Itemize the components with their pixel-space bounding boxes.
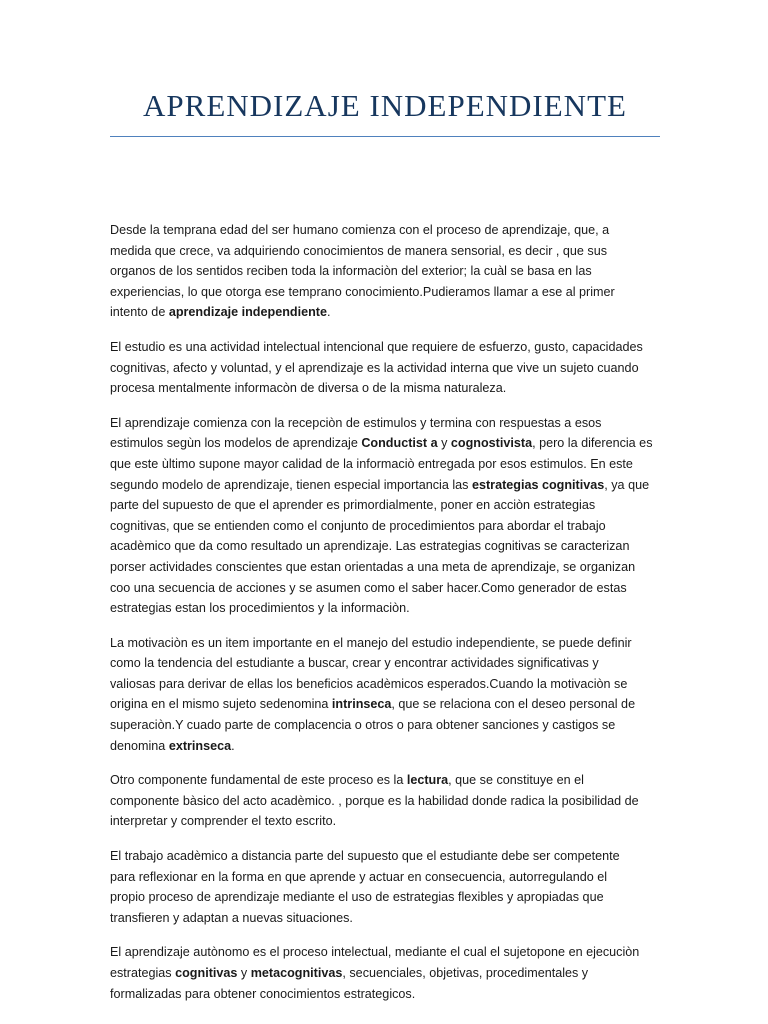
text-run: parte del supuesto de que el aprender es primordialmente, poner en acciòn estrategias: [110, 498, 596, 513]
text-line: [110, 770, 662, 791]
text-run: propio proceso de aprendizaje mediante el uso de estrategias flexibles y apropiadas que: [110, 890, 604, 905]
text-run: , ya que: [604, 477, 650, 492]
text-run: experiencias, lo que otorga ese temprano conocimiento.Pudieramos llamar a ese al primer: [110, 284, 615, 299]
text-run: y: [237, 966, 251, 980]
text-line: [110, 942, 662, 963]
text-run: estrategias estan los procedimientos y la informaciòn.: [110, 601, 410, 616]
text-line: [110, 633, 662, 654]
text-line: [110, 358, 662, 379]
text-line: [110, 846, 662, 867]
bold-text-run: lectura: [406, 773, 449, 788]
text-line: [110, 715, 662, 736]
text-line: [110, 908, 662, 929]
paragraph: [110, 337, 662, 399]
text-line: [110, 261, 662, 282]
text-line: [110, 674, 662, 695]
text-line: [110, 963, 662, 984]
text-run: superaciòn.Y cuado parte de complacencia o otros o para obtener sanciones y castigos se: [110, 718, 616, 733]
text-run: estimulos segùn los modelos de aprendizaje: [110, 436, 362, 451]
text-run: La motivaciòn es un item importante en el manejo del estudio independiente, se puede definir: [110, 635, 632, 650]
text-run: , secuenciales, objetivas, procedimentales y: [342, 966, 589, 980]
text-run: formalizadas para obtener conocimientos estrategicos.: [110, 986, 416, 1001]
text-line: [110, 984, 662, 1005]
text-run: .: [231, 738, 235, 753]
text-run: interpretar y comprender el texto escrito.: [110, 814, 337, 829]
text-run: , que se relaciona con el deseo personal de: [391, 697, 636, 712]
text-run: y: [437, 436, 451, 451]
document-body: [110, 220, 662, 1018]
text-line: [110, 516, 662, 537]
text-run: coo una secuencia de acciones y se asumen como el saber hacer.Como generador de estas: [110, 580, 627, 595]
text-line: [110, 220, 662, 241]
title-underline: [110, 136, 660, 137]
text-run: .: [326, 305, 331, 320]
text-line: [110, 495, 662, 516]
text-run: medida que crece, va adquiriendo conocimientos de manera sensorial, es decir , que sus: [110, 243, 608, 258]
text-run: , pero la diferencia es: [532, 436, 653, 451]
text-run: que este ùltimo supone mayor calidad de la informaciò entregada por esos estimulos. En este: [110, 456, 633, 471]
text-run: componente bàsico del acto acadèmico. , porque es la habilidad donde radica la posibilidad de: [110, 793, 639, 808]
text-run: valiosas para derivar de ellas los beneficios acadèmicos esperados.Cuando la motivaciòn se: [110, 676, 628, 691]
paragraph: [110, 633, 662, 757]
text-line: [110, 578, 662, 599]
text-line: [110, 282, 662, 303]
bold-text-run: cognostivista: [450, 436, 533, 451]
text-run: El aprendizaje comienza con la recepciòn de estimulos y termina con respuestas a esos: [110, 415, 602, 430]
text-run: El aprendizaje autònomo es el proceso intelectual, mediante el cual el sujetopone en ejecuciòn: [110, 945, 640, 960]
text-line: [110, 475, 662, 496]
text-line: [110, 736, 662, 757]
text-run: origina en el mismo sujeto sedenomina: [110, 697, 332, 712]
text-line: [110, 867, 662, 888]
paragraph: [110, 220, 662, 323]
text-line: [110, 887, 662, 908]
bold-text-run: metacognitivas: [250, 966, 343, 980]
text-line: [110, 241, 662, 262]
bold-text-run: cognitivas: [175, 966, 238, 980]
bold-text-run: aprendizaje independiente: [168, 305, 327, 320]
text-line: [110, 302, 662, 323]
text-run: segundo modelo de aprendizaje, tienen especial importancia las: [110, 477, 472, 492]
text-line: [110, 413, 662, 434]
bold-text-run: extrinseca: [168, 738, 232, 753]
text-line: [110, 378, 662, 399]
text-run: como la tendencia del estudiante a buscar, crear y encontrar actividades significativas y: [110, 656, 599, 671]
text-line: [110, 337, 662, 358]
bold-text-run: intrinseca: [331, 697, 392, 712]
text-line: [110, 811, 662, 832]
text-run: cognitivas, afecto y voluntad, y el aprendizaje es la actividad interna que vive un sujeto cuando: [110, 360, 639, 375]
text-run: Desde la temprana edad del ser humano comienza con el proceso de aprendizaje, que, a: [110, 223, 610, 237]
text-line: [110, 536, 662, 557]
paragraph: [110, 770, 662, 832]
text-run: , que se constituye en el: [448, 773, 584, 788]
document-title: APRENDIZAJE INDEPENDIENTE: [143, 88, 627, 123]
text-run: organos de los sentidos reciben toda la informaciòn del exterior; la cuàl se basa en las: [110, 264, 592, 279]
text-line: [110, 454, 662, 475]
bold-text-run: estrategias cognitivas: [471, 477, 605, 492]
text-run: estrategias: [110, 966, 176, 980]
text-line: [110, 791, 662, 812]
text-run: Otro componente fundamental de este proceso es la: [110, 773, 407, 788]
text-run: transfieren y adaptan a nuevas situaciones.: [110, 910, 353, 925]
text-line: [110, 653, 662, 674]
text-run: porser actividades conscientes que estan orientadas a una meta de aprendizaje, se organizan: [110, 559, 636, 574]
text-line: [110, 557, 662, 578]
paragraph: [110, 846, 662, 928]
text-line: [110, 694, 662, 715]
text-line: [110, 433, 662, 454]
text-line: [110, 598, 662, 619]
paragraph: [110, 413, 662, 619]
text-run: denomina: [110, 738, 169, 753]
text-run: intento de: [110, 305, 169, 320]
text-run: cognitivas, que se entienden como el conjunto de procedimientos para abordar el trabajo: [110, 518, 606, 533]
text-run: procesa mentalmente informacòn de diversa o de la misma naturaleza.: [110, 381, 507, 396]
text-run: para reflexionar en la forma en que aprende y actuar en consecuencia, autorregulando el: [110, 869, 608, 884]
bold-text-run: Conductist a: [361, 436, 438, 451]
text-run: acadèmico que da como resultado un aprendizaje. Las estrategias cognitivas se caracterizan: [110, 539, 630, 554]
text-run: El trabajo acadèmico a distancia parte del supuesto que el estudiante debe ser competente: [110, 849, 620, 864]
paragraph: [110, 942, 662, 1004]
text-run: El estudio es una actividad intelectual intencional que requiere de esfuerzo, gusto, capacidades: [110, 339, 643, 354]
